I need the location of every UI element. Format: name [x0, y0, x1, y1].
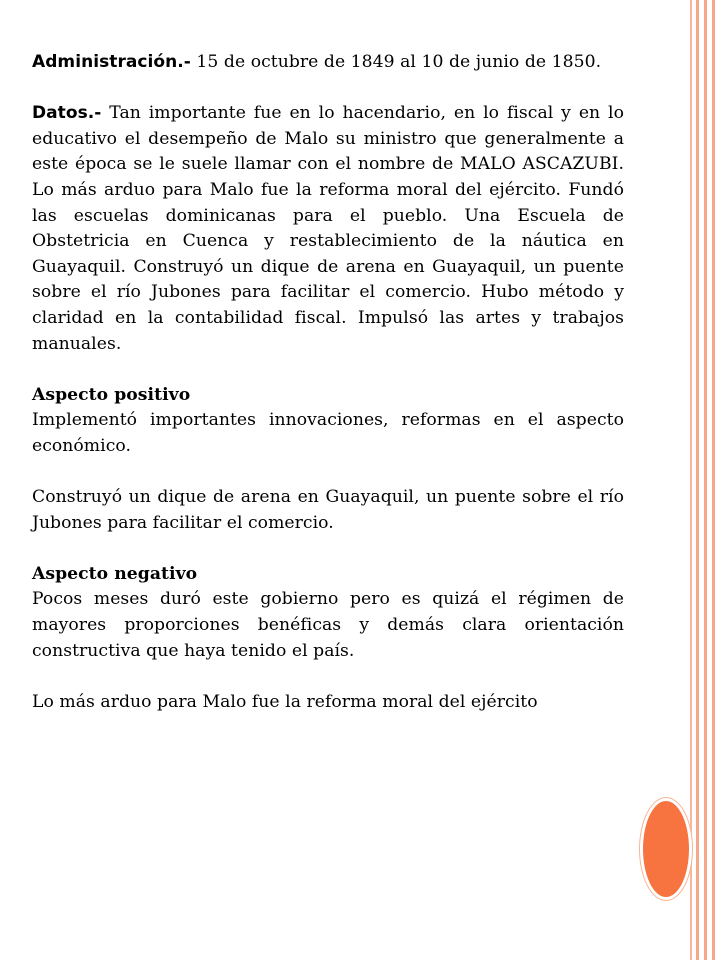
- datos-label: Datos: [32, 103, 88, 124]
- positivo-paragraph: [32, 383, 624, 460]
- positivo-heading: Aspecto positivo: [32, 384, 191, 405]
- datos-paragraph: [32, 101, 624, 357]
- administracion-text: 15 de octubre de 1849 al 10 de junio de 1850.: [190, 52, 602, 72]
- datos-text: Tan importante fue en lo hacendario, en lo fiscal y en lo educativo el desempeño de Malo su ministro que generalmente a este época se le suele llamar con el nombre de MALO ASCAZUBI. Lo más arduo para Malo fue la reforma moral del ejército. Fundó las escuelas dominicanas para el pueblo. Una Escuela de Obstetricia en Cuenca y restablecimiento de la náutica en Guayaquil. Construyó un dique de arena en Guayaquil, un puente sobre el río Jubones para facilitar el comercio. Hubo método y claridad en la contabilidad fiscal. Impulsó las artes y trabajos manuales.: [32, 103, 624, 354]
- negativo-paragraph-2: Lo más arduo para Malo fue la reforma moral del ejército: [32, 691, 538, 712]
- frame-line: [704, 0, 707, 960]
- frame-line: [712, 0, 715, 960]
- positivo-paragraph-2: Construyó un dique de arena en Guayaquil, un puente sobre el río Jubones para facilitar el comercio.: [32, 487, 624, 533]
- positivo-text-1: Implementó importantes innovaciones, reformas en el aspecto económico.: [32, 410, 624, 456]
- administracion-label: Administración.-: [32, 52, 191, 72]
- negativo-text-1: Pocos meses duró este gobierno pero es quizá el régimen de mayores proporciones benéficas y demás clara orientación constructiva que haya tenido el país.: [32, 589, 624, 661]
- datos-label-suffix: .-: [87, 103, 102, 124]
- negativo-heading: Aspecto negativo: [32, 563, 198, 584]
- frame-line: [696, 0, 699, 960]
- decorative-oval: [640, 798, 692, 900]
- administracion-paragraph: [32, 50, 624, 76]
- slide-body: [32, 50, 624, 715]
- negativo-paragraph: [32, 562, 624, 664]
